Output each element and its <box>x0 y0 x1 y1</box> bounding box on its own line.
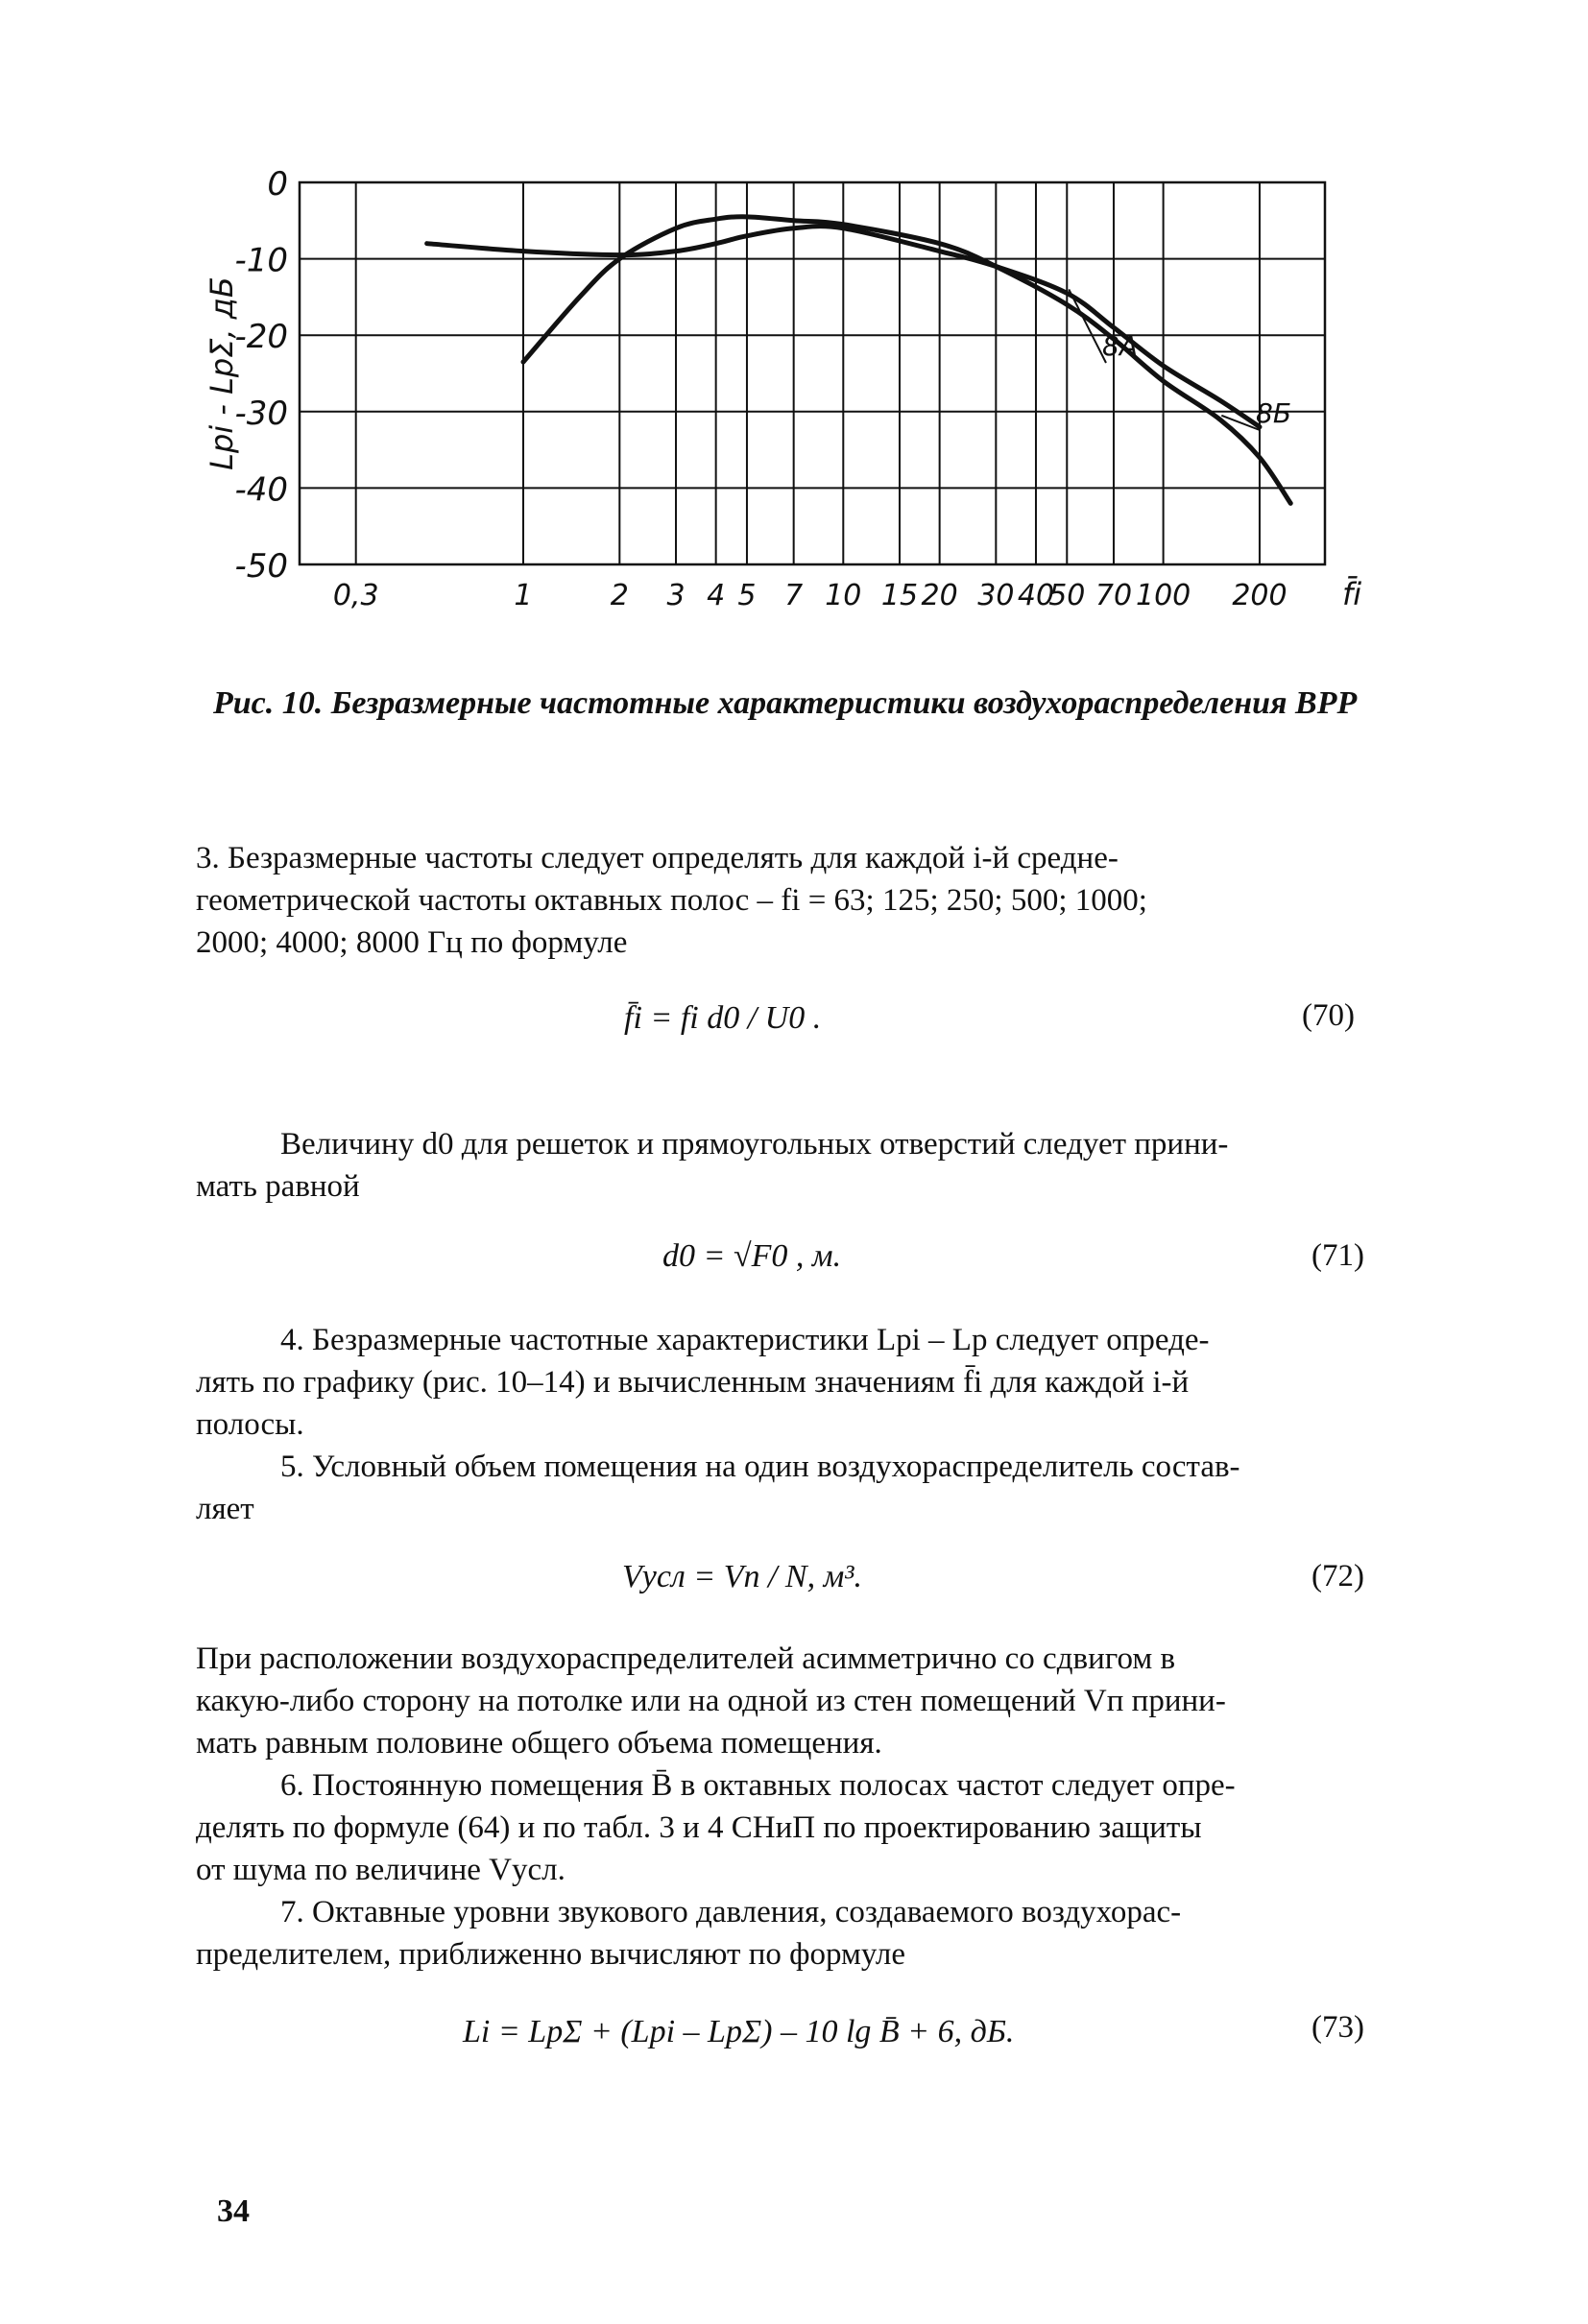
para3-line2: геометрической частоты октавных полос – fi = 63; 125; 250; 500; 1000; <box>196 883 1147 918</box>
x-tick-label: 30 <box>977 579 1015 612</box>
para4-line2: лять по графику (рис. 10–14) и вычисленным значениям f̄i для каждой i-й <box>196 1365 1190 1400</box>
para7-line1: 7. Октавные уровни звукового давления, создаваемого воздухорас- <box>280 1895 1182 1929</box>
frequency-characteristics-chart <box>204 154 1363 634</box>
equation-73-number: (73) <box>1311 2010 1364 2045</box>
x-axis-symbol: f̄i <box>1342 576 1362 612</box>
y-axis-label: Lpi - LpΣ, дБ <box>204 276 240 470</box>
figure-caption: Рис. 10. Безразмерные частотные характеристики воздухораспределения ВРР <box>213 685 1358 721</box>
para7-line2: пределителем, приближенно вычисляют по формуле <box>196 1937 906 1972</box>
x-tick-label: 10 <box>825 579 862 612</box>
page-number: 34 <box>217 2193 250 2229</box>
para4-line3: полосы. <box>196 1407 304 1442</box>
x-tick-label: 15 <box>880 579 919 612</box>
x-tick-label: 40 <box>1017 579 1055 612</box>
x-tick-label: 1 <box>514 579 533 612</box>
equation-72: Vусл = Vп / N, м³. <box>622 1559 863 1594</box>
curve-label: 8А <box>1102 330 1138 362</box>
x-tick-label: 2 <box>610 579 629 612</box>
para4-line1: 4. Безразмерные частотные характеристики Lpi – Lp следует опреде- <box>280 1323 1210 1357</box>
x-tick-label: 0,3 <box>332 579 379 612</box>
para3-line3: 2000; 4000; 8000 Гц по формуле <box>196 925 628 960</box>
para5-line2: ляет <box>196 1492 254 1526</box>
x-tick-label: 100 <box>1135 579 1191 612</box>
y-tick-label: -20 <box>234 318 288 357</box>
y-tick-label: -10 <box>234 241 288 280</box>
para6-line3: от шума по величине Vусл. <box>196 1853 565 1887</box>
para6-line1: 6. Постоянную помещения B̄ в октавных полосах частот следует опре- <box>280 1768 1236 1803</box>
para5-line1: 5. Условный объем помещения на один воздухораспределитель состав- <box>280 1450 1240 1484</box>
para-d0-line2: мать равной <box>196 1169 360 1204</box>
equation-73: Li = LpΣ + (Lpi – LpΣ) – 10 lg B̄ + 6, дБ. <box>463 2014 1015 2049</box>
para-placement-line3: мать равным половине общего объема помещения. <box>196 1726 882 1761</box>
y-tick-label: -50 <box>234 547 288 586</box>
equation-71: d0 = √F0 , м. <box>662 1238 842 1274</box>
curve-label: 8Б <box>1256 397 1292 429</box>
y-tick-label: -40 <box>234 470 288 510</box>
x-tick-label: 3 <box>666 579 686 612</box>
x-tick-label: 200 <box>1232 579 1287 612</box>
para-placement-line2: какую-либо сторону на потолке или на одной из стен помещений Vп прини- <box>196 1684 1226 1718</box>
para-d0-line1: Величину d0 для решеток и прямоугольных отверстий следует прини- <box>280 1127 1229 1162</box>
x-tick-label: 5 <box>737 579 757 612</box>
x-tick-label: 20 <box>921 579 958 612</box>
x-tick-label: 50 <box>1048 579 1086 612</box>
equation-71-number: (71) <box>1311 1238 1364 1273</box>
x-tick-label: 7 <box>784 579 804 612</box>
para6-line2: делять по формуле (64) и по табл. 3 и 4 СНиП по проектированию защиты <box>196 1810 1202 1845</box>
equation-72-number: (72) <box>1311 1559 1364 1593</box>
para-placement-line1: При расположении воздухораспределителей асимметрично со сдвигом в <box>196 1641 1176 1676</box>
equation-70-number: (70) <box>1302 998 1355 1033</box>
y-tick-label: 0 <box>267 165 288 204</box>
x-tick-label: 70 <box>1095 579 1133 612</box>
x-tick-label: 4 <box>707 579 726 612</box>
y-tick-label: -30 <box>234 394 288 433</box>
para3-line1: 3. Безразмерные частоты следует определять для каждой i-й средне- <box>196 841 1119 875</box>
equation-70: f̄i = fi d0 / U0 . <box>624 1000 822 1036</box>
